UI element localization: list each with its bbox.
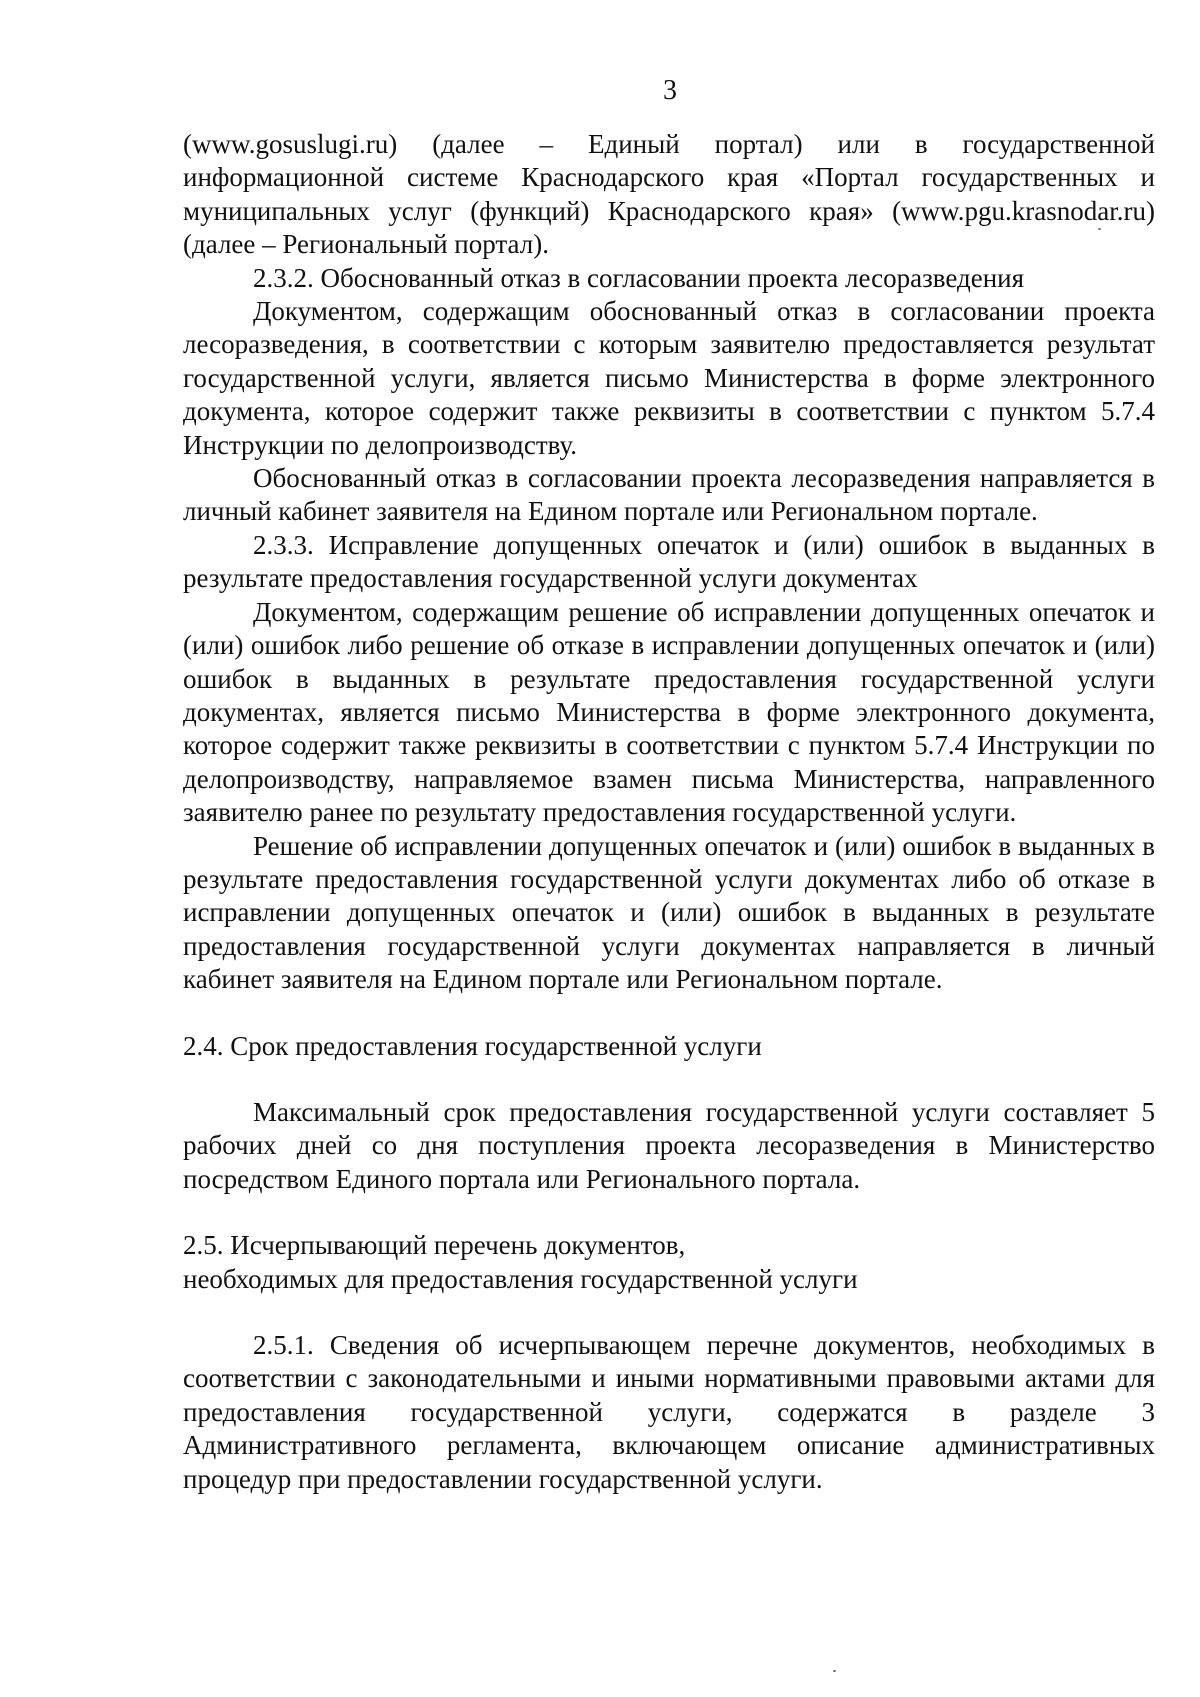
section-2-5-heading-line1: 2.5. Исчерпывающий перечень документов, (183, 1230, 686, 1261)
page-number: 3 (663, 75, 677, 106)
paragraph-correction-delivery: Решение об исправлении допущенных опечаток и (или) ошибок в выданных в результате предоставления государственной услуги документах либо об отказе в исправлении допущенных опечаток и (или) ошибок в выданных в результате предоставления государственной услуги документах направляется в личный кабинет заявителя на Едином портале или Региональном портале. (183, 830, 1155, 995)
scan-speck (1098, 228, 1101, 230)
paragraph-2-5-1: 2.5.1. Сведения об исчерпывающем перечне документов, необходимых в соответствии с законодательными и иными нормативными правовыми актами для предоставления государственной услуги, содержатся в разделе 3 Административного регламента, включающем описание административных процедур при предоставлении государственной услуги. (183, 1330, 1155, 1494)
scan-speck (833, 1670, 836, 1672)
section-2-5-heading (183, 1229, 1155, 1296)
subsection-2-3-3-title: 2.3.3. Исправление допущенных опечаток и (или) ошибок в выданных в результате предоставления государственной услуги документах (183, 529, 1155, 594)
document-body (183, 128, 1155, 1496)
paragraph-portal-continuation: (www.gosuslugi.ru) (далее – Единый портал) или в государственной информационной системе Краснодарского края «Портал государственных и муниципальных услуг (функций) Краснодарского края» (www.pgu.krasnodar.ru) (далее – Региональный портал). (183, 129, 1155, 260)
paragraph-correction-document: Документом, содержащим решение об исправлении допущенных опечаток и (или) ошибок либо решение об отказе в исправлении допущенных опечаток и (или) ошибок в выданных в результате предоставления государственной услуги документах, является письмо Министерства в форме электронного документа, которое содержит также реквизиты в соответствии с пунктом 5.7.4 Инструкции по делопроизводству, направляемое взамен письма Министерства, направленного заявителю ранее по результату предоставления государственной услуги. (183, 596, 1155, 828)
section-2-5-heading-line2: необходимых для предоставления государственной услуги (183, 1263, 858, 1294)
section-2-4-heading: 2.4. Срок предоставления государственной услуги (183, 1030, 762, 1061)
paragraph-refusal-delivery: Обоснованный отказ в согласовании проекта лесоразведения направляется в личный кабинет заявителя на Едином портале или Региональном портале. (183, 463, 1155, 527)
paragraph-refusal-document: Документом, содержащим обоснованный отказ в согласовании проекта лесоразведения, в соответствии с которым заявителю предоставляется результат государственной услуги, является письмо Министерства в форме электронного документа, которое содержит также реквизиты в соответствии с пунктом 5.7.4 Инструкции по делопроизводству. (183, 296, 1155, 460)
subsection-2-3-2-title: 2.3.2. Обоснованный отказ в согласовании проекта лесоразведения (253, 262, 1025, 293)
paragraph-max-term: Максимальный срок предоставления государственной услуги составляет 5 рабочих дней со дня поступления проекта лесоразведения в Министерство посредством Единого портала или Регионального портала. (183, 1096, 1155, 1194)
